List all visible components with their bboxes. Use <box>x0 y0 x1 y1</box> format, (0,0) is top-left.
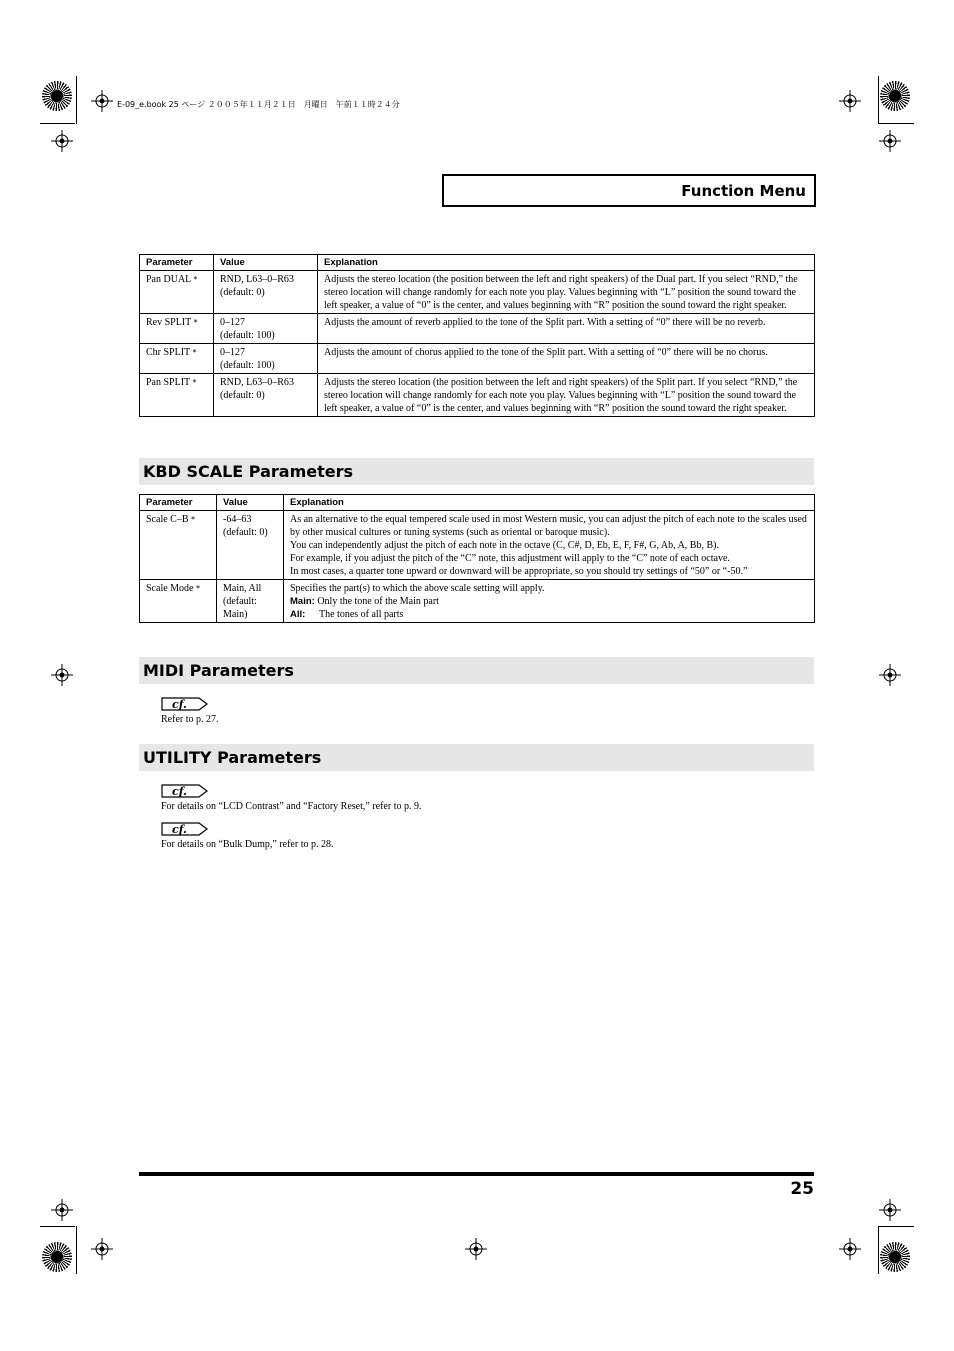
cf-reference-icon <box>161 784 209 798</box>
crop-line <box>76 76 77 124</box>
value-cell: -64–63 (default: 0) <box>217 511 284 580</box>
explanation-cell: Adjusts the stereo location (the position between the left and right speakers) of the Dual part. If you select “RND,” the stereo location will change randomly for each note you play. Values beginning with “L” position the sound toward the left speaker, a value of “0” is the center, and values beginning with “R” position the sound toward the right speaker. <box>318 271 815 314</box>
table-row <box>140 511 815 580</box>
parameter-table-split-dual <box>139 254 815 417</box>
value-cell: RND, L63–0–R63 (default: 0) <box>214 271 318 314</box>
parameter-cell: Pan DUAL * <box>140 271 214 314</box>
parameter-cell: Scale C–B * <box>140 511 217 580</box>
crop-line <box>879 1226 914 1227</box>
column-header: Value <box>217 495 284 511</box>
cf-reference-icon <box>161 697 209 711</box>
explanation-cell: Adjusts the amount of reverb applied to the tone of the Split part. With a setting of “0” there will be no reverb. <box>318 314 815 344</box>
table-row <box>140 374 815 417</box>
crosshair-mark-left-upper <box>51 130 73 152</box>
crosshair-mark-top-left <box>91 90 113 112</box>
parameter-cell: Scale Mode * <box>140 580 217 623</box>
value-cell: 0–127 (default: 100) <box>214 314 318 344</box>
svg-text:cf.: cf. <box>172 785 187 798</box>
column-header: Explanation <box>284 495 815 511</box>
asterisk-mark: * <box>192 348 197 357</box>
crosshair-mark-bottom-center <box>465 1238 487 1260</box>
svg-text:cf.: cf. <box>172 698 187 711</box>
explanation-cell: Adjusts the stereo location (the position between the left and right speakers) of the Split part. If you select “RND,” the stereo location will change randomly for each note you play. Values beginning with “L” position the sound toward the left speaker, a value of “0” is the center, and values beginning with “R” position the sound toward the right speaker. <box>318 374 815 417</box>
crosshair-mark-right-upper <box>879 130 901 152</box>
section-title: UTILITY Parameters <box>143 748 322 767</box>
column-header: Parameter <box>140 495 217 511</box>
chapter-title-box <box>442 174 816 207</box>
reference-note: For details on “LCD Contrast” and “Factory Reset,” refer to p. 9. <box>161 801 422 812</box>
explanation-cell: Adjusts the amount of chorus applied to the tone of the Split part. With a setting of “0” there will be no chorus. <box>318 344 815 374</box>
value-cell: Main, All (default: Main) <box>217 580 284 623</box>
value-cell: 0–127 (default: 100) <box>214 344 318 374</box>
crosshair-mark-right-lower <box>879 1199 901 1221</box>
crosshair-mark-bottom-left <box>91 1238 113 1260</box>
page-number: 25 <box>790 1179 814 1199</box>
explanation-cell: As an alternative to the equal tempered scale used in most Western music, you can adjust the pitch of each note to the scales used by other musical cultures or tuning systems (such as oriental or baroque music). You can independently adjust the pitch of each note in the octave (C, C#, D, Eb, E, F, F#, G, Ab, A, Bb, B). For example, if you adjust the pitch of the “C” note, this adjustment will apply to the “C” note of each octave. In most cases, a quarter tone upward or downward will be appropriate, so you should try settings of “50” or “-50.” <box>284 511 815 580</box>
crosshair-mark-left-middle <box>51 664 73 686</box>
asterisk-mark: * <box>193 318 198 327</box>
reference-note: Refer to p. 27. <box>161 714 219 725</box>
section-title: KBD SCALE Parameters <box>143 462 354 481</box>
section-heading-midi <box>139 657 814 684</box>
cf-reference-icon <box>161 822 209 836</box>
value-cell: RND, L63–0–R63 (default: 0) <box>214 374 318 417</box>
asterisk-mark: * <box>196 584 200 593</box>
table-row <box>140 580 815 623</box>
asterisk-mark: * <box>191 515 195 524</box>
table-header-row <box>140 255 815 271</box>
table-header-row <box>140 495 815 511</box>
table-row <box>140 271 815 314</box>
crop-line <box>40 123 75 124</box>
section-title: MIDI Parameters <box>143 661 294 680</box>
crop-line <box>878 76 879 124</box>
crosshair-mark-top-right <box>839 90 861 112</box>
registration-star-mark-top-right <box>880 81 910 111</box>
column-header: Explanation <box>318 255 815 271</box>
parameter-cell: Pan SPLIT * <box>140 374 214 417</box>
crop-line <box>878 1226 879 1274</box>
chapter-title: Function Menu <box>681 182 806 200</box>
asterisk-mark: * <box>193 275 198 284</box>
crop-line <box>76 1226 77 1274</box>
crop-line <box>879 123 914 124</box>
column-header: Parameter <box>140 255 214 271</box>
footer-rule <box>139 1172 814 1176</box>
table-row <box>140 314 815 344</box>
section-heading-utility <box>139 744 814 771</box>
crosshair-mark-right-middle <box>879 664 901 686</box>
svg-text:cf.: cf. <box>172 823 187 836</box>
column-header: Value <box>214 255 318 271</box>
crosshair-mark-bottom-right <box>839 1238 861 1260</box>
reference-note: For details on “Bulk Dump,” refer to p. 28. <box>161 839 334 850</box>
registration-star-mark-bottom-left <box>42 1242 72 1272</box>
registration-star-mark-bottom-right <box>880 1242 910 1272</box>
parameter-table-kbd-scale <box>139 494 815 623</box>
print-job-info: E-09_e.book 25 ページ ２００５年１１月２１日 月曜日 午前１１時２４分 <box>117 100 400 109</box>
option-key: All: <box>290 609 306 620</box>
table-row <box>140 344 815 374</box>
option-key: Main: <box>290 596 315 607</box>
section-heading-kbd-scale <box>139 458 814 485</box>
registration-star-mark-top-left <box>42 81 72 111</box>
parameter-cell: Rev SPLIT * <box>140 314 214 344</box>
explanation-cell: Specifies the part(s) to which the above scale setting will apply. Main: Only the tone of the Main part All: The tones of all parts <box>284 580 815 623</box>
asterisk-mark: * <box>192 378 197 387</box>
parameter-cell: Chr SPLIT * <box>140 344 214 374</box>
crop-line <box>40 1226 75 1227</box>
crosshair-mark-left-lower <box>51 1199 73 1221</box>
